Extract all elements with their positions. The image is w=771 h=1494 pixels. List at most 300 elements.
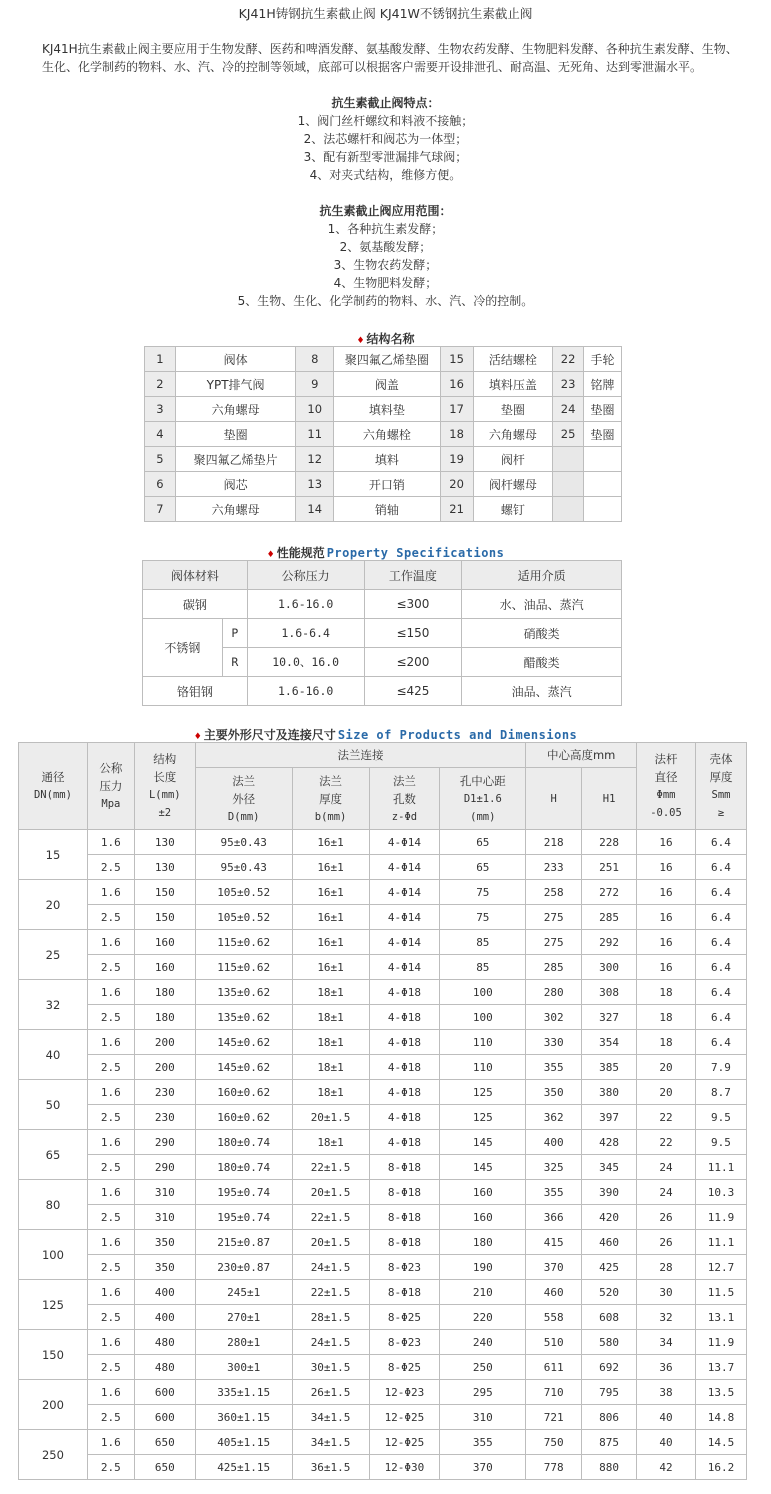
table-cell: 4-Φ14 bbox=[369, 830, 440, 855]
table-cell: 327 bbox=[582, 1005, 637, 1030]
table-cell: 370 bbox=[526, 1255, 582, 1280]
table-cell: 135±0.62 bbox=[195, 980, 292, 1005]
spec-cell: 醋酸类 bbox=[462, 648, 622, 677]
table-row bbox=[19, 1230, 747, 1255]
table-cell: 24±1.5 bbox=[292, 1330, 369, 1355]
dn-cell: 125 bbox=[19, 1280, 88, 1330]
application-item: 2、氨基酸发酵； bbox=[339, 240, 432, 254]
table-cell: 1.6 bbox=[87, 1280, 134, 1305]
table-cell: 1.6 bbox=[87, 830, 134, 855]
part-name: 活结螺栓 bbox=[473, 347, 553, 372]
table-cell: 218 bbox=[526, 830, 582, 855]
part-number: 4 bbox=[145, 422, 176, 447]
table-cell: 11.1 bbox=[695, 1230, 746, 1255]
dn-cell: 200 bbox=[19, 1380, 88, 1430]
table-cell: 510 bbox=[526, 1330, 582, 1355]
table-cell: 1.6 bbox=[87, 1080, 134, 1105]
table-cell: 558 bbox=[526, 1305, 582, 1330]
table-cell: 110 bbox=[440, 1030, 526, 1055]
table-cell: 295 bbox=[440, 1380, 526, 1405]
table-cell: 13.7 bbox=[695, 1355, 746, 1380]
table-cell: 360±1.15 bbox=[195, 1405, 292, 1430]
header-line: 厚度 bbox=[709, 770, 733, 784]
part-name: 聚四氟乙烯垫片 bbox=[175, 447, 295, 472]
spec-header-pressure: 公称压力 bbox=[247, 561, 364, 590]
table-cell: 22 bbox=[637, 1130, 696, 1155]
header-stem bbox=[637, 743, 696, 830]
table-cell: 18±1 bbox=[292, 1130, 369, 1155]
header-length bbox=[134, 743, 195, 830]
dn-cell: 15 bbox=[19, 830, 88, 880]
part-number: 17 bbox=[440, 397, 473, 422]
table-cell: 8-Φ18 bbox=[369, 1180, 440, 1205]
header-h1: H1 bbox=[582, 768, 637, 830]
header-line: 壳体 bbox=[709, 752, 733, 766]
application-item: 4、生物肥料发酵； bbox=[333, 276, 438, 290]
spec-cell: ≤425 bbox=[364, 677, 462, 706]
table-cell: 362 bbox=[526, 1105, 582, 1130]
part-name: 销轴 bbox=[334, 497, 440, 522]
table-cell: 275 bbox=[526, 930, 582, 955]
header-dn bbox=[19, 743, 88, 830]
table-cell: 135±0.62 bbox=[195, 1005, 292, 1030]
table-cell: 580 bbox=[582, 1330, 637, 1355]
table-cell: 6.4 bbox=[695, 1030, 746, 1055]
part-number: 10 bbox=[296, 397, 334, 422]
header-shell bbox=[695, 743, 746, 830]
header-line: Φmm bbox=[656, 789, 676, 801]
part-name: 螺钉 bbox=[473, 497, 553, 522]
table-cell: 310 bbox=[134, 1180, 195, 1205]
table-cell: 390 bbox=[582, 1180, 637, 1205]
table-cell: 272 bbox=[582, 880, 637, 905]
table-cell: 12.7 bbox=[695, 1255, 746, 1280]
table-cell: 366 bbox=[526, 1205, 582, 1230]
table-cell: 20 bbox=[637, 1080, 696, 1105]
application-item: 3、生物农药发酵； bbox=[333, 258, 438, 272]
part-name: 六角螺母 bbox=[175, 397, 295, 422]
table-cell: 16±1 bbox=[292, 880, 369, 905]
table-cell: 8-Φ25 bbox=[369, 1355, 440, 1380]
dn-cell: 250 bbox=[19, 1430, 88, 1480]
spec-cell: ≤150 bbox=[364, 619, 462, 648]
table-cell: 8-Φ23 bbox=[369, 1255, 440, 1280]
header-line: 结构 bbox=[153, 752, 177, 766]
table-row bbox=[19, 1380, 747, 1405]
part-number: 22 bbox=[553, 347, 584, 372]
table-cell: 355 bbox=[526, 1055, 582, 1080]
header-line: DN(mm) bbox=[33, 789, 72, 801]
header-line: D1±1.6 bbox=[463, 792, 502, 805]
spec-cell: 1.6-16.0 bbox=[247, 590, 364, 619]
table-cell: 130 bbox=[134, 855, 195, 880]
table-row bbox=[19, 1180, 747, 1205]
table-cell: 750 bbox=[526, 1430, 582, 1455]
header-line: 公称 bbox=[99, 761, 123, 775]
table-cell: 310 bbox=[440, 1405, 526, 1430]
dim-title-en: Size of Products and Dimensions bbox=[337, 728, 578, 742]
dn-cell: 50 bbox=[19, 1080, 88, 1130]
table-cell: 215±0.87 bbox=[195, 1230, 292, 1255]
table-row bbox=[19, 855, 747, 880]
table-cell: 100 bbox=[440, 1005, 526, 1030]
table-cell: 150 bbox=[134, 880, 195, 905]
table-cell: 240 bbox=[440, 1330, 526, 1355]
table-row bbox=[19, 1355, 747, 1380]
table-cell: 4-Φ18 bbox=[369, 1055, 440, 1080]
table-cell: 110 bbox=[440, 1055, 526, 1080]
table-cell: 308 bbox=[582, 980, 637, 1005]
table-cell: 415 bbox=[526, 1230, 582, 1255]
table-cell: 1.6 bbox=[87, 1130, 134, 1155]
table-cell: 145 bbox=[440, 1155, 526, 1180]
header-line: 法兰 bbox=[392, 773, 416, 788]
table-cell: 710 bbox=[526, 1380, 582, 1405]
table-cell: 12-Φ23 bbox=[369, 1380, 440, 1405]
table-cell: 778 bbox=[526, 1455, 582, 1480]
table-cell: 354 bbox=[582, 1030, 637, 1055]
table-row bbox=[19, 1405, 747, 1430]
table-cell: 280 bbox=[526, 980, 582, 1005]
parts-title-text: 结构名称 bbox=[366, 332, 415, 346]
part-name: 手轮 bbox=[584, 347, 622, 372]
spec-cell: 硝酸类 bbox=[462, 619, 622, 648]
part-name bbox=[584, 447, 622, 472]
table-cell: 36 bbox=[637, 1355, 696, 1380]
table-cell: 300 bbox=[582, 955, 637, 980]
part-number: 24 bbox=[553, 397, 584, 422]
table-cell: 350 bbox=[526, 1080, 582, 1105]
part-number: 13 bbox=[296, 472, 334, 497]
intro-paragraph: KJ41H抗生素截止阀主要应用于生物发酵、医药和啤酒发酵、氨基酸发酵、生物农药发酵、生物肥料发酵、各种抗生素发酵、生物、生化、化学制药的物料、水、汽、冷的控制等领域，底部可以根据客户需要开设排泄孔、耐高温、无死角、达到零泄漏水平。 bbox=[42, 42, 738, 74]
part-number: 25 bbox=[553, 422, 584, 447]
part-name: 聚四氟乙烯垫圈 bbox=[334, 347, 440, 372]
table-cell: 8-Φ18 bbox=[369, 1205, 440, 1230]
applications-heading: 抗生素截止阀应用范围： bbox=[319, 204, 452, 218]
table-cell: 18±1 bbox=[292, 1055, 369, 1080]
table-cell: 16±1 bbox=[292, 905, 369, 930]
part-number bbox=[553, 472, 584, 497]
feature-item: 4、对夹式结构，维修方便。 bbox=[309, 168, 462, 182]
table-cell: 16.2 bbox=[695, 1455, 746, 1480]
table-cell: 20±1.5 bbox=[292, 1180, 369, 1205]
table-cell: 4-Φ18 bbox=[369, 1080, 440, 1105]
table-cell: 36±1.5 bbox=[292, 1455, 369, 1480]
table-cell: 8-Φ18 bbox=[369, 1230, 440, 1255]
header-line: 外径 bbox=[232, 791, 256, 806]
part-number: 6 bbox=[145, 472, 176, 497]
table-cell: 1.6 bbox=[87, 1030, 134, 1055]
part-number: 1 bbox=[145, 347, 176, 372]
part-name: 填料垫 bbox=[334, 397, 440, 422]
table-cell: 380 bbox=[582, 1080, 637, 1105]
table-cell: 22±1.5 bbox=[292, 1155, 369, 1180]
table-cell: 38 bbox=[637, 1380, 696, 1405]
table-cell: 251 bbox=[582, 855, 637, 880]
table-cell: 40 bbox=[637, 1405, 696, 1430]
applications-block bbox=[0, 202, 771, 310]
table-cell: 200 bbox=[134, 1055, 195, 1080]
header-line: 通径 bbox=[41, 770, 65, 784]
table-cell: 400 bbox=[134, 1305, 195, 1330]
table-cell: 270±1 bbox=[195, 1305, 292, 1330]
table-row bbox=[19, 980, 747, 1005]
table-row bbox=[19, 1055, 747, 1080]
dn-cell: 150 bbox=[19, 1330, 88, 1380]
table-row bbox=[19, 905, 747, 930]
table-cell: 7.9 bbox=[695, 1055, 746, 1080]
application-item: 5、生物、生化、化学制药的物料、水、汽、冷的控制。 bbox=[237, 294, 534, 308]
table-cell: 6.4 bbox=[695, 880, 746, 905]
table-cell: 24 bbox=[637, 1155, 696, 1180]
table-cell: 160±0.62 bbox=[195, 1105, 292, 1130]
table-cell: 425 bbox=[582, 1255, 637, 1280]
table-cell: 9.5 bbox=[695, 1130, 746, 1155]
table-cell: 75 bbox=[440, 880, 526, 905]
spec-header-temp: 工作温度 bbox=[364, 561, 462, 590]
header-line: 孔数 bbox=[392, 791, 416, 806]
table-cell: 6.4 bbox=[695, 855, 746, 880]
spec-cell: ≤200 bbox=[364, 648, 462, 677]
table-cell: 9.5 bbox=[695, 1105, 746, 1130]
table-cell: 13.1 bbox=[695, 1305, 746, 1330]
table-cell: 233 bbox=[526, 855, 582, 880]
table-cell: 1.6 bbox=[87, 1230, 134, 1255]
application-item: 1、各种抗生素发酵； bbox=[327, 222, 444, 236]
header-pn bbox=[87, 743, 134, 830]
table-row bbox=[19, 955, 747, 980]
table-cell: 200 bbox=[134, 1030, 195, 1055]
header-line: ≥ bbox=[717, 807, 725, 819]
table-cell: 460 bbox=[582, 1230, 637, 1255]
table-row bbox=[19, 930, 747, 955]
table-cell: 22 bbox=[637, 1105, 696, 1130]
table-cell: 4-Φ18 bbox=[369, 1130, 440, 1155]
table-cell: 4-Φ14 bbox=[369, 905, 440, 930]
part-name bbox=[584, 497, 622, 522]
table-cell: 2.5 bbox=[87, 1055, 134, 1080]
table-cell: 302 bbox=[526, 1005, 582, 1030]
table-cell: 24±1.5 bbox=[292, 1255, 369, 1280]
table-cell: 335±1.15 bbox=[195, 1380, 292, 1405]
table-cell: 11.5 bbox=[695, 1280, 746, 1305]
part-name: 垫圈 bbox=[584, 422, 622, 447]
table-cell: 608 bbox=[582, 1305, 637, 1330]
header-line: 压力 bbox=[99, 779, 123, 793]
table-cell: 880 bbox=[582, 1455, 637, 1480]
table-cell: 13.5 bbox=[695, 1380, 746, 1405]
header-line: 法兰 bbox=[232, 773, 256, 788]
table-cell: 4-Φ14 bbox=[369, 855, 440, 880]
table-cell: 16 bbox=[637, 880, 696, 905]
parts-row bbox=[145, 347, 622, 372]
table-cell: 18 bbox=[637, 1005, 696, 1030]
table-cell: 290 bbox=[134, 1155, 195, 1180]
header-line: 厚度 bbox=[319, 791, 343, 806]
table-cell: 250 bbox=[440, 1355, 526, 1380]
header-center-height: 中心高度mm bbox=[526, 743, 637, 768]
table-cell: 292 bbox=[582, 930, 637, 955]
table-cell: 180 bbox=[134, 980, 195, 1005]
table-cell: 30±1.5 bbox=[292, 1355, 369, 1380]
table-cell: 1.6 bbox=[87, 1180, 134, 1205]
part-number: 3 bbox=[145, 397, 176, 422]
table-cell: 100 bbox=[440, 980, 526, 1005]
parts-row bbox=[145, 472, 622, 497]
parts-row bbox=[145, 397, 622, 422]
table-cell: 2.5 bbox=[87, 1405, 134, 1430]
part-number: 23 bbox=[553, 372, 584, 397]
table-cell: 8-Φ23 bbox=[369, 1330, 440, 1355]
table-cell: 2.5 bbox=[87, 1205, 134, 1230]
parts-row bbox=[145, 447, 622, 472]
table-cell: 350 bbox=[134, 1255, 195, 1280]
table-cell: 1.6 bbox=[87, 930, 134, 955]
spec-cell: 10.0、16.0 bbox=[247, 648, 364, 677]
table-cell: 4-Φ18 bbox=[369, 1005, 440, 1030]
header-line: 法兰 bbox=[319, 773, 343, 788]
table-cell: 210 bbox=[440, 1280, 526, 1305]
part-number: 16 bbox=[440, 372, 473, 397]
table-row bbox=[19, 1205, 747, 1230]
table-cell: 180±0.74 bbox=[195, 1130, 292, 1155]
table-cell: 1.6 bbox=[87, 880, 134, 905]
part-name: 阀体 bbox=[175, 347, 295, 372]
table-cell: 150 bbox=[134, 905, 195, 930]
feature-item: 3、配有新型零泄漏排气球阀； bbox=[303, 150, 468, 164]
part-number: 15 bbox=[440, 347, 473, 372]
table-row bbox=[19, 1280, 747, 1305]
table-cell: 6.4 bbox=[695, 1005, 746, 1030]
table-cell: 460 bbox=[526, 1280, 582, 1305]
part-name bbox=[584, 472, 622, 497]
header-line: 直径 bbox=[654, 770, 678, 784]
table-cell: 8.7 bbox=[695, 1080, 746, 1105]
table-row bbox=[19, 1030, 747, 1055]
feature-item: 2、法芯螺杆和阀芯为一体型； bbox=[303, 132, 468, 146]
table-cell: 42 bbox=[637, 1455, 696, 1480]
header-line: Mpa bbox=[101, 798, 121, 810]
table-cell: 14.8 bbox=[695, 1405, 746, 1430]
table-cell: 34±1.5 bbox=[292, 1405, 369, 1430]
table-cell: 85 bbox=[440, 930, 526, 955]
table-cell: 8-Φ25 bbox=[369, 1305, 440, 1330]
spec-cell: P bbox=[222, 619, 247, 648]
part-number: 21 bbox=[440, 497, 473, 522]
table-cell: 2.5 bbox=[87, 855, 134, 880]
parts-table bbox=[144, 346, 622, 522]
part-number: 12 bbox=[296, 447, 334, 472]
table-cell: 16±1 bbox=[292, 955, 369, 980]
table-cell: 18±1 bbox=[292, 1030, 369, 1055]
table-cell: 160 bbox=[134, 930, 195, 955]
table-cell: 2.5 bbox=[87, 1105, 134, 1130]
table-cell: 692 bbox=[582, 1355, 637, 1380]
table-cell: 180±0.74 bbox=[195, 1155, 292, 1180]
table-cell: 12-Φ30 bbox=[369, 1455, 440, 1480]
table-cell: 195±0.74 bbox=[195, 1205, 292, 1230]
header-hole-distance bbox=[440, 768, 526, 830]
dn-cell: 20 bbox=[19, 880, 88, 930]
table-cell: 370 bbox=[440, 1455, 526, 1480]
table-cell: 26 bbox=[637, 1230, 696, 1255]
table-cell: 105±0.52 bbox=[195, 880, 292, 905]
table-cell: 65 bbox=[440, 830, 526, 855]
table-cell: 8-Φ18 bbox=[369, 1155, 440, 1180]
header-line: ±2 bbox=[158, 807, 172, 819]
header-line: (mm) bbox=[470, 810, 496, 823]
table-cell: 385 bbox=[582, 1055, 637, 1080]
part-name: 六角螺母 bbox=[175, 497, 295, 522]
table-cell: 160 bbox=[440, 1205, 526, 1230]
diamond-icon: ♦ bbox=[356, 336, 365, 346]
spec-header-material: 阀体材料 bbox=[143, 561, 248, 590]
header-flange-holes bbox=[369, 768, 440, 830]
table-cell: 480 bbox=[134, 1330, 195, 1355]
table-cell: 300±1 bbox=[195, 1355, 292, 1380]
spec-header-media: 适用介质 bbox=[462, 561, 622, 590]
table-cell: 1.6 bbox=[87, 980, 134, 1005]
table-cell: 12-Φ25 bbox=[369, 1430, 440, 1455]
table-cell: 420 bbox=[582, 1205, 637, 1230]
table-cell: 650 bbox=[134, 1455, 195, 1480]
table-cell: 230±0.87 bbox=[195, 1255, 292, 1280]
table-cell: 16±1 bbox=[292, 830, 369, 855]
part-number: 7 bbox=[145, 497, 176, 522]
table-cell: 795 bbox=[582, 1380, 637, 1405]
table-row bbox=[19, 830, 747, 855]
spec-cell: 油品、蒸汽 bbox=[462, 677, 622, 706]
header-line: L(mm) bbox=[148, 789, 181, 801]
table-cell: 4-Φ14 bbox=[369, 880, 440, 905]
table-cell: 8-Φ18 bbox=[369, 1280, 440, 1305]
table-cell: 330 bbox=[526, 1030, 582, 1055]
table-cell: 105±0.52 bbox=[195, 905, 292, 930]
table-cell: 160±0.62 bbox=[195, 1080, 292, 1105]
part-name: 阀芯 bbox=[175, 472, 295, 497]
table-cell: 75 bbox=[440, 905, 526, 930]
table-cell: 4-Φ14 bbox=[369, 955, 440, 980]
part-name: 六角螺母 bbox=[473, 422, 553, 447]
dim-section-title bbox=[0, 726, 771, 743]
table-cell: 18 bbox=[637, 1030, 696, 1055]
dn-cell: 25 bbox=[19, 930, 88, 980]
table-cell: 428 bbox=[582, 1130, 637, 1155]
table-cell: 22±1.5 bbox=[292, 1205, 369, 1230]
table-cell: 16 bbox=[637, 855, 696, 880]
part-name: 填料压盖 bbox=[473, 372, 553, 397]
table-cell: 18 bbox=[637, 980, 696, 1005]
part-number: 8 bbox=[296, 347, 334, 372]
table-cell: 115±0.62 bbox=[195, 955, 292, 980]
table-cell: 1.6 bbox=[87, 1430, 134, 1455]
part-number: 9 bbox=[296, 372, 334, 397]
spec-cell: 不锈钢 bbox=[143, 619, 223, 677]
spec-title-text: 性能规范 bbox=[276, 546, 325, 560]
spec-cell: 1.6-6.4 bbox=[247, 619, 364, 648]
parts-section-title bbox=[0, 330, 771, 347]
table-row bbox=[19, 1130, 747, 1155]
table-cell: 245±1 bbox=[195, 1280, 292, 1305]
parts-row bbox=[145, 372, 622, 397]
table-cell: 806 bbox=[582, 1405, 637, 1430]
dimensions-table bbox=[18, 742, 747, 1480]
table-cell: 721 bbox=[526, 1405, 582, 1430]
table-cell: 6.4 bbox=[695, 905, 746, 930]
spec-title-en: Property Specifications bbox=[326, 546, 505, 560]
table-cell: 4-Φ18 bbox=[369, 1105, 440, 1130]
dn-cell: 65 bbox=[19, 1130, 88, 1180]
